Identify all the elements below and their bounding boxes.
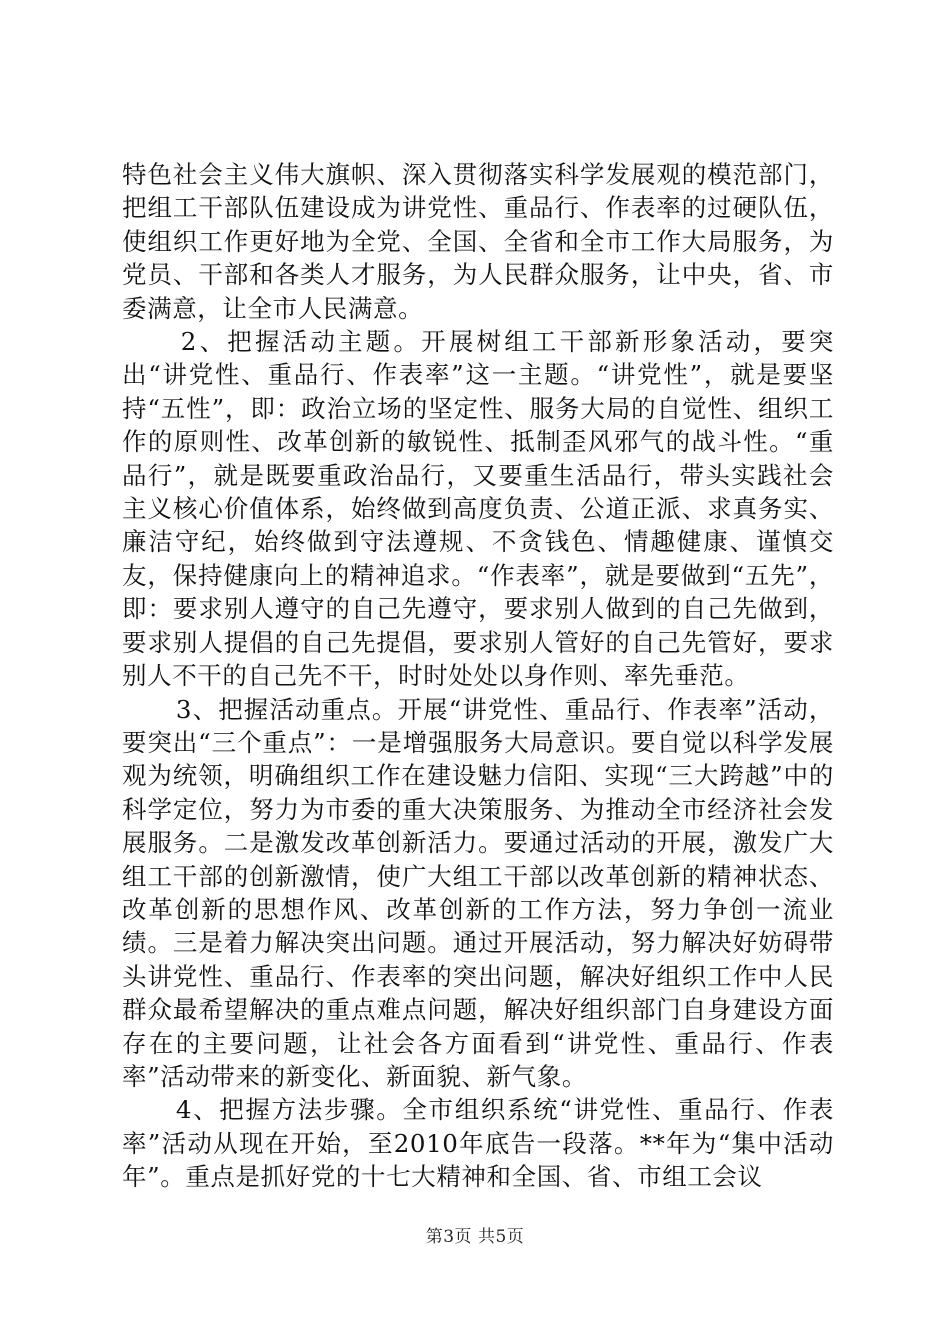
paragraph-activity-theme: 2、把握活动主题。开展树组工干部新形象活动，要突出“讲党性、重品行、作表率”这一主题。“讲党性”，就是要坚持“五性”，即：政治立场的坚定性、服务大局的自觉性、组织工作的原则性、改革创新的敏锐性、抵制歪风邪气的战斗性。“重品行”，就是既要重政治品行，又要重生活品行，带头实践社会主义核心价值体系，始终做到高度负责、公道正派、求真务实、廉洁守纪，始终做到守法遵规、不贪钱色、情趣健康、谨慎交友，保持健康向上的精神追求。“作表率”，就是要做到“五先”，即：要求别人遵守的自己先遵守，要求别人做到的自己先做到，要求别人提倡的自己先提倡，要求别人管好的自己先管好，要求别人不干的自己先不干，时时处处以身作则、率先垂范。 [122,327,834,691]
page-number-footer: 第3页 共5页 [425,1227,525,1247]
paragraph-method-steps: 4、把握方法步骤。全市组织系统“讲党性、重品行、作表率”活动从现在开始，至2010年底告一段落。**年为“集中活动年”。重点是抓好党的十七大精神和全国、省、市组工会议 [122,1095,834,1192]
paragraph-activity-focus: 3、把握活动重点。开展“讲党性、重品行、作表率”活动，要突出“三个重点”：一是增强服务大局意识。要自觉以科学发展观为统领，明确组织工作在建设魅力信阳、实现“三大跨越”中的科学定位，努力为市委的重大决策服务、为推动全市经济社会发展服务。二是激发改革创新活力。要通过活动的开展，激发广大组工干部的创新激情，使广大组工干部以改革创新的精神状态、改革创新的思想作风、改革创新的工作方法，努力争创一流业绩。三是着力解决突出问题。通过开展活动，努力解决好妨碍带头讲党性、重品行、作表率的突出问题，解决好组织工作中人民群众最希望解决的重点难点问题，解决好组织部门自身建设方面存在的主要问题，让社会各方面看到“讲党性、重品行、作表率”活动带来的新变化、新面貌、新气象。 [122,694,834,1091]
document-body [122,158,834,1194]
paragraph-continuation: 特色社会主义伟大旗帜、深入贯彻落实科学发展观的模范部门，把组工干部队伍建设成为讲党性、重品行、作表率的过硬队伍，使组织工作更好地为全党、全国、全省和全市工作大局服务，为党员、干部和各类人才服务，为人民群众服务，让中央，省、市委满意，让全市人民满意。 [122,160,834,323]
